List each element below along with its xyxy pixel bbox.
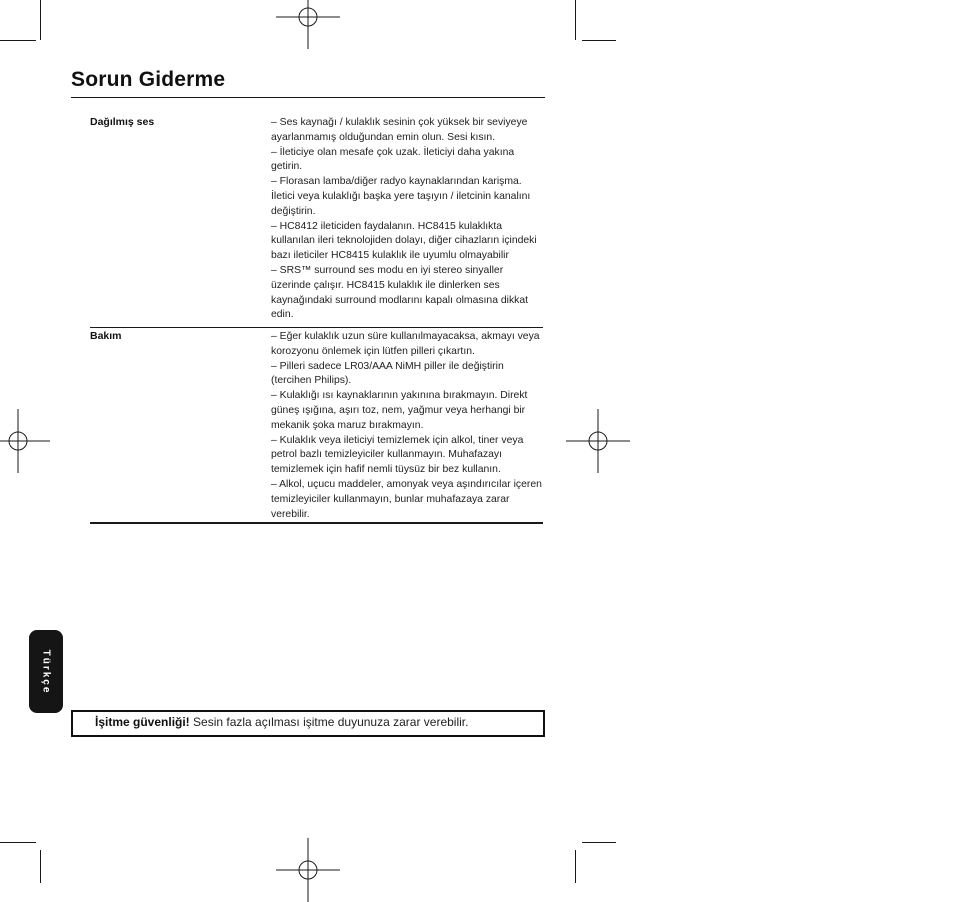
crop-mark [0, 842, 36, 843]
body-line: – Kulaklığı ısı kaynaklarının yakınına bırakmayın. Direkt güneş ışığına, aşırı toz, nem, yağmur veya herhangi bir mekanik şoka maruz bırakmayın. [271, 390, 528, 431]
registration-mark-bottom [276, 838, 340, 902]
title-divider [71, 97, 545, 98]
body-line: – İleticiye olan mesafe çok uzak. İleticiyi daha yakına getirin. [271, 146, 515, 173]
body-line: – Ses kaynağı / kulaklık sesinin çok yüksek bir seviyeye ayarlanmamış olduğundan emin olun. Sesi kısın. [271, 117, 528, 143]
crop-mark [40, 0, 41, 40]
safety-heading: İşitme güvenliği! [95, 715, 190, 729]
crop-mark [0, 40, 36, 41]
language-tab-label: Türkçe [40, 649, 52, 694]
hearing-safety-notice [71, 710, 545, 737]
section-body [271, 116, 545, 323]
section-maintenance [90, 330, 543, 520]
body-line: – Eğer kulaklık uzun süre kullanılmayacaksa, akmayı veya korozyonu önlemek için lütfen pilleri çıkartın. [271, 331, 540, 357]
registration-mark-right [566, 409, 630, 473]
registration-mark-left [0, 409, 50, 473]
section-divider [90, 327, 543, 328]
page-title: Sorun Giderme [71, 68, 226, 91]
crop-mark [582, 842, 616, 843]
section-divider [90, 522, 543, 524]
body-line: – Kulaklık veya ileticiyi temizlemek için alkol, tiner veya petrol bazlı temizleyiciler kullanmayın. Muhafazayı temizlemek için hafif nemli tüysüz bir bez kullanın. [271, 434, 524, 476]
registration-mark-top [276, 0, 340, 49]
crop-mark [575, 850, 576, 883]
body-line: – HC8412 ileticiden faydalanın. HC8415 kulaklıkta kullanılan ileri teknolojiden dolayı, diğer cihazların içindeki bazı ileticiler HC8415 kulaklık ile uyumlu olmayabilir [271, 220, 537, 262]
section-label: Bakım [90, 330, 122, 342]
body-line: – SRS™ surround ses modu en iyi stereo sinyaller üzerinde çalışır. HC8415 kulaklık ile dinlerken ses kaynağındaki surround modlarını kapalı olmasına dikkat edin. [271, 264, 529, 321]
section-body [271, 330, 545, 522]
crop-mark [582, 40, 616, 41]
body-line: – Pilleri sadece LR03/AAA NiMH piller ile değiştirin (tercihen Philips). [271, 360, 504, 387]
language-tab [29, 630, 63, 713]
section-distorted-sound [90, 116, 543, 326]
body-line: – Alkol, uçucu maddeler, amonyak veya aşındırıcılar içeren temizleyiciler kullanmayın, bunlar muhafazaya zarar verebilir. [271, 478, 542, 520]
section-label: Dağılmış ses [90, 116, 155, 128]
safety-text [95, 715, 468, 729]
body-line: – Florasan lamba/diğer radyo kaynaklarından karişma. İletici veya kulaklığı başka yere taşıyın / iletcinin kanalını değiştirin. [271, 176, 531, 217]
safety-message: Sesin fazla açılması işitme duyunuza zarar verebilir. [189, 715, 469, 729]
crop-mark [40, 850, 41, 883]
crop-mark [575, 0, 576, 40]
